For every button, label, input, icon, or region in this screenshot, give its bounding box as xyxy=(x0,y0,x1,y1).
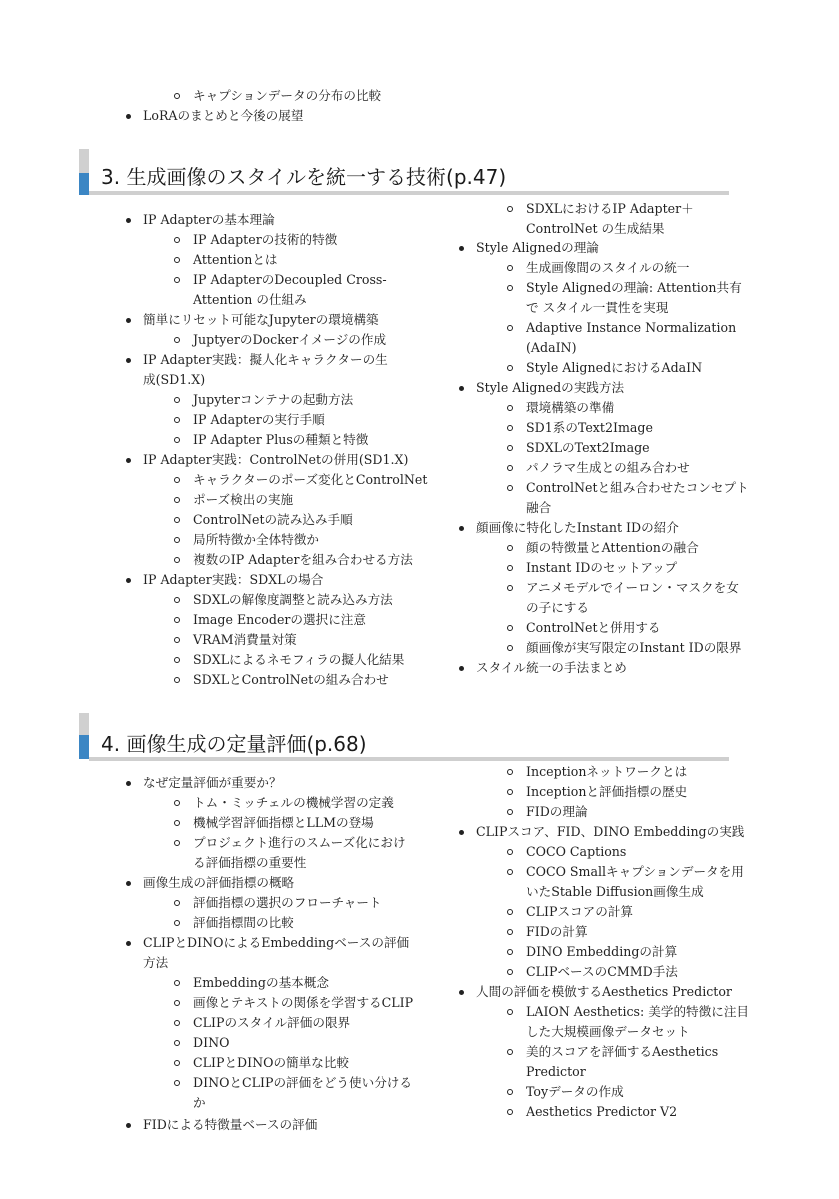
list-item-sub: キャプションデータの分布の比較 xyxy=(193,86,381,106)
list-item-sub: ポーズ検出の実施 xyxy=(193,490,418,510)
list-item-sub: Inceptionと評価指標の歴史 xyxy=(526,782,751,802)
list-item-sub: Adaptive Instance Normalization (AdaIN) xyxy=(526,318,751,358)
list-item-sub: アニメモデルでイーロン・マスクを女の子にする xyxy=(526,578,751,618)
list-item-sub: 評価指標間の比較 xyxy=(193,913,418,933)
list-item: 画像生成の評価指標の概略 xyxy=(143,873,413,893)
list-item-sub: Embeddingの基本概念 xyxy=(193,973,418,993)
list-item-sub: CLIPベースのCMMD手法 xyxy=(526,962,751,982)
heading-accent-blue xyxy=(79,735,89,759)
list-item-sub: 局所特徴か全体特徴か xyxy=(193,530,418,550)
list-item-sub: DINO xyxy=(193,1033,418,1053)
list-item-sub: ControlNetと組み合わせたコンセプト融合 xyxy=(526,478,751,518)
list-item-sub: キャラクターのポーズ変化とControlNet xyxy=(193,470,418,490)
list-item-sub: SDXLとControlNetの組み合わせ xyxy=(193,670,418,690)
list-item-sub: SDXLの解像度調整と読み込み方法 xyxy=(193,590,418,610)
list-item-sub: FIDの理論 xyxy=(526,802,751,822)
list-item-sub: パノラマ生成との組み合わせ xyxy=(526,458,751,478)
list-item-sub: 複数のIP Adapterを組み合わせる方法 xyxy=(193,550,418,570)
list-item-sub: Image Encoderの選択に注意 xyxy=(193,610,418,630)
heading-accent-grey xyxy=(79,149,89,173)
list-item-sub: Instant IDのセットアップ xyxy=(526,558,751,578)
list-item-sub: Attentionとは xyxy=(193,250,418,270)
list-item: 人間の評価を模倣するAesthetics Predictor xyxy=(476,982,746,1002)
section-title: 3. 生成画像のスタイルを統一する技術(p.47) xyxy=(101,165,507,189)
list-item-sub: JuptyerのDockerイメージの作成 xyxy=(193,330,418,350)
list-item-sub: CLIPとDINOの簡単な比較 xyxy=(193,1053,418,1073)
list-item-sub: 環境構築の準備 xyxy=(526,398,751,418)
list-item: CLIPとDINOによるEmbeddingベースの評価方法 xyxy=(143,933,413,973)
list-item-sub: DINO Embeddingの計算 xyxy=(526,942,751,962)
list-item-sub: CLIPのスタイル評価の限界 xyxy=(193,1013,418,1033)
list-item-sub: IP AdapterのDecoupled Cross-Attention の仕組み xyxy=(193,270,418,310)
heading-underline xyxy=(89,757,729,761)
list-item-sub: CLIPスコアの計算 xyxy=(526,902,751,922)
list-item-sub: Aesthetics Predictor V2 xyxy=(526,1102,751,1122)
heading-accent-grey xyxy=(79,713,89,735)
list-item-sub: Jupyterコンテナの起動方法 xyxy=(193,390,418,410)
list-item: CLIPスコア、FID、DINO Embeddingの実践 xyxy=(476,822,746,842)
list-item: FIDによる特徴量ベースの評価 xyxy=(143,1115,413,1135)
list-item: LoRAのまとめと今後の展望 xyxy=(143,106,303,126)
list-item-sub: SD1系のText2Image xyxy=(526,418,751,438)
list-item-sub: Style Alignedの理論: Attention共有で スタイル一貫性を実現 xyxy=(526,278,751,318)
list-item: スタイル統一の手法まとめ xyxy=(476,658,746,678)
list-item-sub: ControlNetと併用する xyxy=(526,618,751,638)
list-item: Style Alignedの理論 xyxy=(476,238,746,258)
list-item-sub: 生成画像間のスタイルの統一 xyxy=(526,258,751,278)
list-item-sub: Inceptionネットワークとは xyxy=(526,762,751,782)
list-item-sub: Toyデータの作成 xyxy=(526,1082,751,1102)
list-item-sub: ControlNetの読み込み手順 xyxy=(193,510,418,530)
list-item-sub: VRAM消費量対策 xyxy=(193,630,418,650)
heading-underline xyxy=(89,191,729,195)
list-item-sub: トム・ミッチェルの機械学習の定義 xyxy=(193,793,418,813)
list-item-sub: SDXLによるネモフィラの擬人化結果 xyxy=(193,650,418,670)
list-item-sub: COCO Captions xyxy=(526,842,751,862)
list-item-sub: 画像とテキストの関係を学習するCLIP xyxy=(193,993,418,1013)
list-item: 顔画像に特化したInstant IDの紹介 xyxy=(476,518,746,538)
list-item-sub: Style AlignedにおけるAdaIN xyxy=(526,358,751,378)
section-title: 4. 画像生成の定量評価(p.68) xyxy=(101,732,367,756)
list-item-sub: SDXLにおけるIP Adapter＋ControlNet の生成結果 xyxy=(526,199,751,239)
list-item-sub: LAION Aesthetics: 美学的特徴に注目した大規模画像データセット xyxy=(526,1002,751,1042)
list-item-sub: 評価指標の選択のフローチャート xyxy=(193,893,418,913)
list-item: IP Adapter実践：SDXLの場合 xyxy=(143,570,393,590)
list-item-sub: プロジェクト進行のスムーズ化における評価指標の重要性 xyxy=(193,833,418,873)
list-item-sub: 顔の特徴量とAttentionの融合 xyxy=(526,538,751,558)
list-item-sub: 顔画像が実写限定のInstant IDの限界 xyxy=(526,638,751,658)
list-item-sub: IP Adapter Plusの種類と特徴 xyxy=(193,430,418,450)
list-item-sub: SDXLのText2Image xyxy=(526,438,751,458)
list-item: 簡単にリセット可能なJupyterの環境構築 xyxy=(143,310,393,330)
list-item-sub: DINOとCLIPの評価をどう使い分けるか xyxy=(193,1073,418,1113)
list-item: IP Adapter実践：ControlNetの併用(SD1.X) xyxy=(143,450,393,470)
heading-accent-blue xyxy=(79,173,89,195)
list-item-sub: IP Adapterの実行手順 xyxy=(193,410,418,430)
list-item: IP Adapter実践：擬人化キャラクターの生成(SD1.X) xyxy=(143,350,393,390)
list-item-sub: 美的スコアを評価するAesthetics Predictor xyxy=(526,1042,751,1082)
list-item-sub: 機械学習評価指標とLLMの登場 xyxy=(193,813,418,833)
list-item: なぜ定量評価が重要か？ xyxy=(143,773,413,793)
list-item: Style Alignedの実践方法 xyxy=(476,378,746,398)
list-item-sub: COCO Smallキャプションデータを用いたStable Diffusion画像生成 xyxy=(526,862,751,902)
list-item-sub: FIDの計算 xyxy=(526,922,751,942)
list-item-sub: IP Adapterの技術的特徴 xyxy=(193,230,418,250)
list-item: IP Adapterの基本理論 xyxy=(143,210,393,230)
